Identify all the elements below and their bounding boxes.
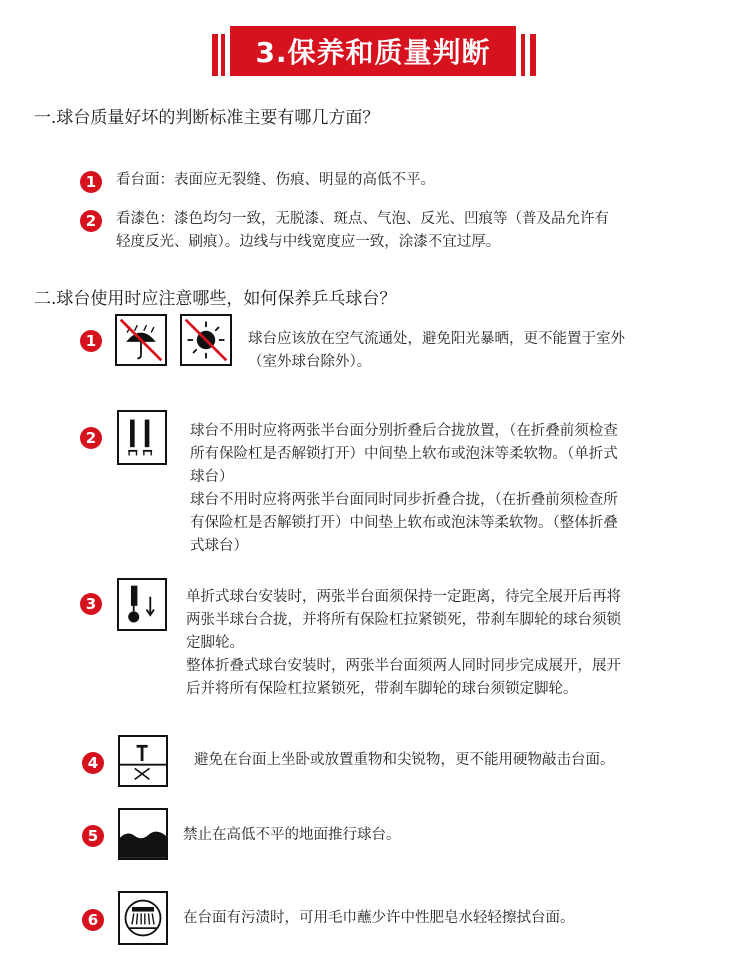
section1-title: 一.球台质量好坏的判断标准主要有哪几方面？ — [34, 108, 380, 128]
section2-item6-number: 6 — [82, 909, 104, 931]
section2-item3-line2: 两张半球台合拢，并将所有保险杠拉紧锁死，带刹车脚轮的球台须锁 — [186, 612, 621, 628]
section2-item1-line2: （室外球台除外）。 — [248, 354, 372, 370]
cleaning-icon — [118, 891, 168, 945]
section1-item2-text-line2: 轻度反光、刷痕）。边线与中线宽度应一致，涂漆不宜过厚。 — [116, 234, 501, 250]
banner-stripe-right-1 — [521, 34, 525, 76]
section2-item2-line2: 所有保险杠是否解锁打开）中间垫上软布或泡沫等柔软物。（单折式 — [190, 446, 618, 462]
uneven-ground-icon — [118, 808, 168, 860]
section1-item2-text-line1: 看漆色：漆色均匀一致，无脱漆、斑点、气泡、反光、凹痕等（普及品允许有 — [116, 211, 609, 227]
banner-stripe-right-2 — [530, 34, 536, 76]
section2-item1-line1: 球台应该放在空气流通处，避免阳光暴晒，更不能置于室外 — [248, 331, 625, 347]
banner-stripe-left-2 — [221, 34, 225, 76]
section2-item5-line1: 禁止在高低不平的地面推行球台。 — [183, 827, 401, 843]
section2-item3-line4: 整体折叠式球台安装时，两张半台面须两人同时同步完成展开，展开 — [186, 658, 621, 674]
page-title: 3.保养和质量判断 — [230, 26, 516, 76]
section2-item2-line4: 球台不用时应将两张半台面同时同步折叠合拢，（在折叠前须检查所 — [190, 492, 618, 508]
section2-item1-number: 1 — [80, 330, 102, 352]
wheel-lock-icon — [117, 578, 167, 631]
no-rain-icon — [115, 314, 167, 366]
section2-item6-line1: 在台面有污渍时，可用毛巾蘸少许中性肥皂水轻轻擦拭台面。 — [183, 910, 575, 926]
section2-item4-line1: 避免在台面上坐卧或放置重物和尖锐物，更不能用硬物敲击台面。 — [194, 752, 615, 768]
section2-item2-line6: 式球台） — [190, 538, 248, 554]
section2-item4-number: 4 — [82, 752, 104, 774]
banner-stripe-left-1 — [212, 34, 218, 76]
section2-title: 二.球台使用时应注意哪些，如何保养乒乓球台？ — [34, 289, 397, 309]
section1-item2-number: 2 — [80, 210, 102, 232]
no-sun-icon — [180, 314, 232, 366]
section1-item1-text: 看台面：表面应无裂缝、伤痕、明显的高低不平。 — [116, 172, 435, 188]
no-heavy-object-icon — [118, 735, 168, 787]
section2-item3-line1: 单折式球台安装时，两张半台面须保持一定距离，待完全展开后再将 — [186, 589, 621, 605]
section2-item3-line3: 定脚轮。 — [186, 635, 244, 651]
section2-item2-line3: 球台） — [190, 469, 234, 485]
section1-item1-number: 1 — [80, 171, 102, 193]
section2-item5-number: 5 — [82, 825, 104, 847]
section2-item3-number: 3 — [80, 593, 102, 615]
folded-table-icon — [117, 410, 167, 465]
section2-item2-line5: 有保险杠是否解锁打开）中间垫上软布或泡沫等柔软物。（整体折叠 — [190, 515, 618, 531]
section2-item2-number: 2 — [80, 427, 102, 449]
section2-item2-line1: 球台不用时应将两张半台面分别折叠后合拢放置，（在折叠前须检查 — [190, 423, 618, 439]
section2-item3-line5: 后并将所有保险杠拉紧锁死，带刹车脚轮的球台须锁定脚轮。 — [186, 681, 578, 697]
